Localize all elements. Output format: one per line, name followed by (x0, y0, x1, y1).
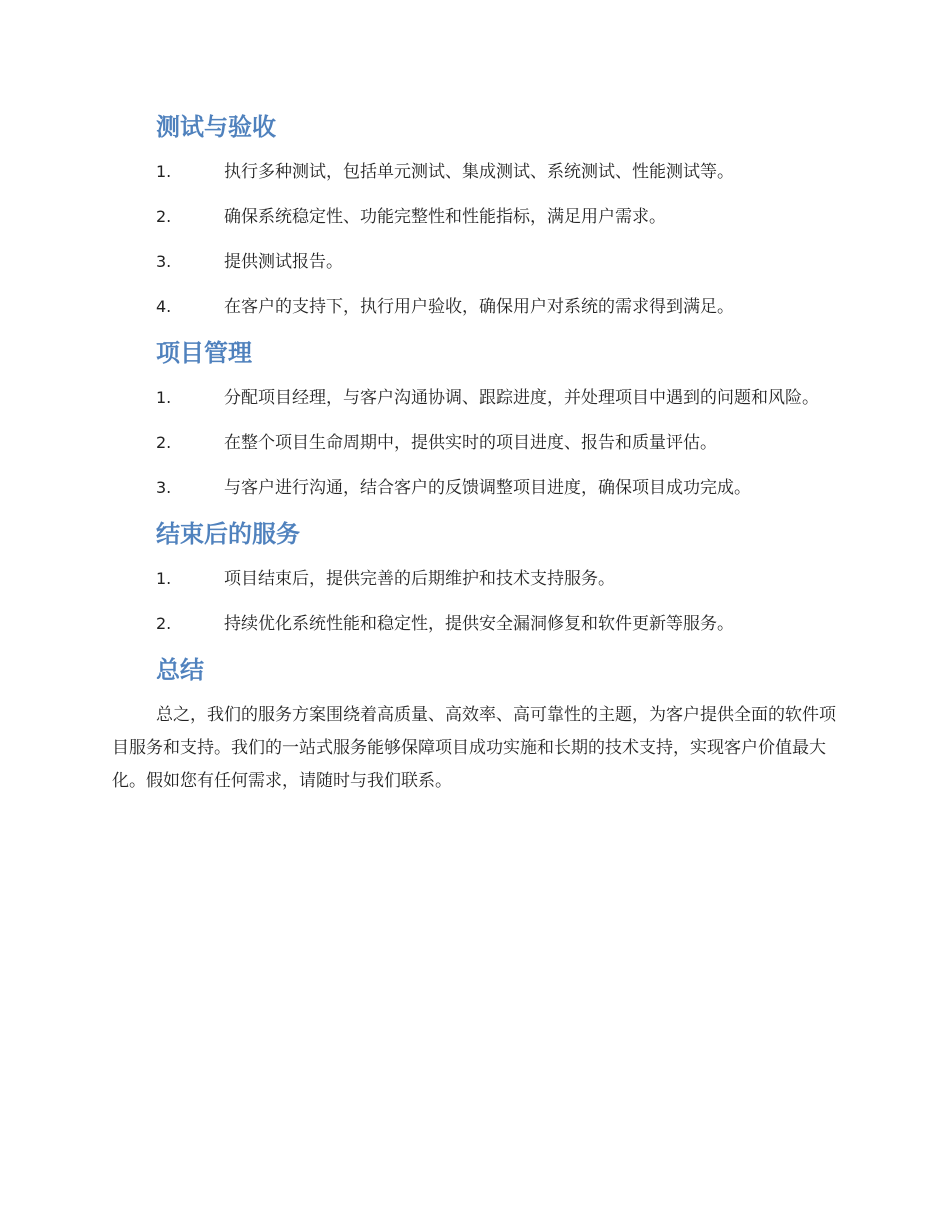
list-text: 确保系统稳定性、功能完整性和性能指标，满足用户需求。 (224, 207, 666, 227)
list-text: 与客户进行沟通，结合客户的反馈调整项目进度，确保项目成功完成。 (224, 478, 751, 498)
list-item (112, 472, 838, 504)
section-title-project-management: 项目管理 (156, 339, 252, 367)
list-number: 1. (156, 162, 172, 181)
section-title-testing: 测试与验收 (156, 113, 276, 141)
list-item (112, 291, 838, 323)
list-number: 2. (156, 433, 172, 452)
after-service-list (112, 563, 838, 640)
list-number: 3. (156, 478, 172, 497)
project-management-list (112, 382, 838, 504)
section-title-after-service: 结束后的服务 (156, 520, 300, 548)
list-number: 1. (156, 569, 172, 588)
list-item (112, 382, 838, 414)
list-text: 在整个项目生命周期中，提供实时的项目进度、报告和质量评估。 (224, 433, 717, 453)
list-item (112, 156, 838, 188)
list-number: 4. (156, 297, 172, 316)
list-item (112, 201, 838, 233)
list-number: 2. (156, 614, 172, 633)
list-text: 项目结束后，提供完善的后期维护和技术支持服务。 (224, 569, 615, 589)
list-text: 执行多种测试，包括单元测试、集成测试、系统测试、性能测试等。 (224, 162, 734, 182)
list-text: 提供测试报告。 (224, 252, 343, 272)
list-text: 分配项目经理，与客户沟通协调、跟踪进度，并处理项目中遇到的问题和风险。 (224, 388, 819, 408)
testing-list (112, 156, 838, 323)
section-title-summary: 总结 (156, 656, 204, 684)
list-text: 在客户的支持下，执行用户验收，确保用户对系统的需求得到满足。 (224, 297, 734, 317)
list-text: 持续优化系统性能和稳定性，提供安全漏洞修复和软件更新等服务。 (224, 614, 734, 634)
list-number: 2. (156, 207, 172, 226)
list-item (112, 246, 838, 278)
list-number: 3. (156, 252, 172, 271)
list-item (112, 427, 838, 459)
summary-paragraph: 总之，我们的服务方案围绕着高质量、高效率、高可靠性的主题，为客户提供全面的软件项目服务和支持。我们的一站式服务能够保障项目成功实施和长期的技术支持，实现客户价值最大化。假如您有任何需求，请随时与我们联系。 (112, 705, 836, 791)
list-item (112, 608, 838, 640)
list-number: 1. (156, 388, 172, 407)
list-item (112, 563, 838, 595)
